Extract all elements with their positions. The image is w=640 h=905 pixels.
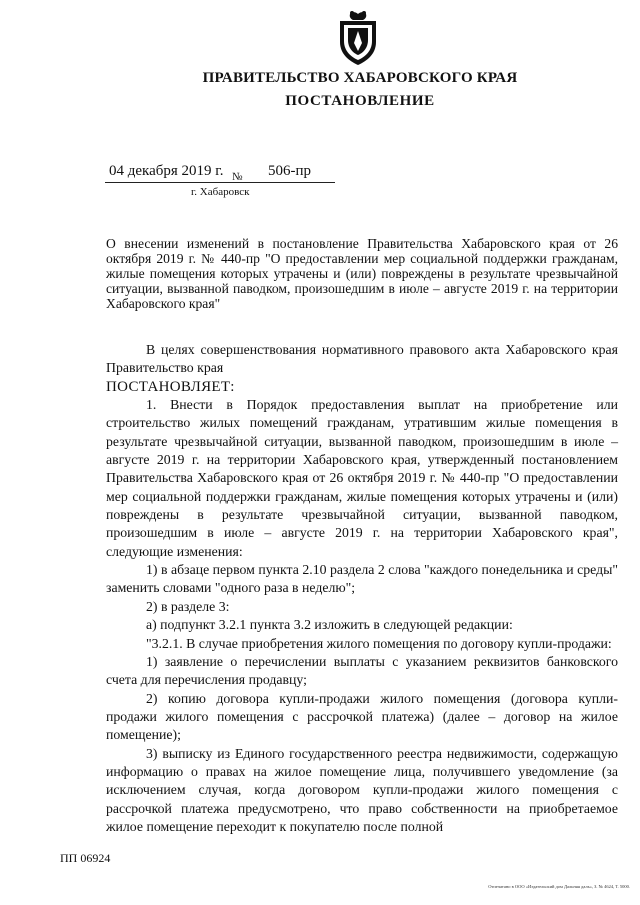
paragraph-1: 1. Внести в Порядок предоставления выплат на приобретение или строительство жилых помещений гражданам, утратившим жилые помещения в результате чрезвычайной ситуации, вызванной паводком, произошедшим в июле – августе 2019 г. на территории Хабаровского края, утвержденный постановлением Правительства Хабаровского края от 26 октября 2019 г. № 440-пр "О предоставлении мер социальной поддержки гражданам, жилые помещения которых утрачены и (или) повреждены в результате чрезвычайной ситуации, вызванной паводком, произошедшим в июле – августе 2019 г. на территории Хабаровского края", следующие изменения: xyxy=(106,397,618,559)
paragraph-2: 1) в абзаце первом пункта 2.10 раздела 2 слова "каждого понедельника и среды" заменить словами "одного раза в неделю"; xyxy=(106,562,618,596)
footer-code: ПП 06924 xyxy=(60,851,111,865)
document-date: 04 декабря 2019 г. xyxy=(109,163,224,179)
paragraph-7: 2) копию договора купли-продажи жилого помещения (договора купли-продажи жилого помещения с рассрочкой платежа) (далее – договор на жилое помещение); xyxy=(106,690,618,743)
document-number: 506-пр xyxy=(268,163,312,179)
paragraph-5: "3.2.1. В случае приобретения жилого помещения по договору купли-продажи: xyxy=(146,635,612,651)
paragraph-6: 1) заявление о перечислении выплаты с указанием реквизитов банковского счета для перечисления продавцу; xyxy=(106,653,618,688)
paragraph-8: 3) выписку из Единого государственного реестра недвижимости, содержащую информацию о правах на жилое помещение лица, получившего уведомление (за исключением случая, когда договором купли-продажи жилого помещения с рассрочкой платежа предусмотрено, что право собственности на приобретаемое жилое помещение переходит к покупателю после полной xyxy=(106,745,618,834)
printer-note: Отпечатано в ООО «Издательский дом Дальняя даль», З. № 4624, Т. 5000. xyxy=(488,884,630,889)
paragraph-4: а) подпункт 3.2.1 пункта 3.2 изложить в следующей редакции: xyxy=(146,617,513,633)
document-body xyxy=(106,341,618,836)
document-subject: О внесении изменений в постановление Правительства Хабаровского края от 26 октября 2019 г. № 440-пр "О предоставлении мер социальной поддержки гражданам, жилые помещения которых утрачены и (или) повреждены в результате чрезвычайной ситуации, вызванной паводком, произошедшим в июле – августе 2019 г. на территории Хабаровского края" xyxy=(106,236,618,311)
document-type: ПОСТАНОВЛЕНИЕ xyxy=(285,93,435,109)
decree-word: ПОСТАНОВЛЯЕТ: xyxy=(106,378,235,395)
government-title: ПРАВИТЕЛЬСТВО ХАБАРОВСКОГО КРАЯ xyxy=(202,70,518,86)
document-city: г. Хабаровск xyxy=(191,186,250,198)
paragraph-3: 2) в разделе 3: xyxy=(146,598,230,614)
coat-of-arms-icon xyxy=(336,10,380,66)
preamble-paragraph: В целях совершенствования нормативного правового акта Хабаровского края Правительство края xyxy=(106,342,618,376)
date-underline xyxy=(105,182,335,183)
number-sign: № xyxy=(232,171,243,183)
